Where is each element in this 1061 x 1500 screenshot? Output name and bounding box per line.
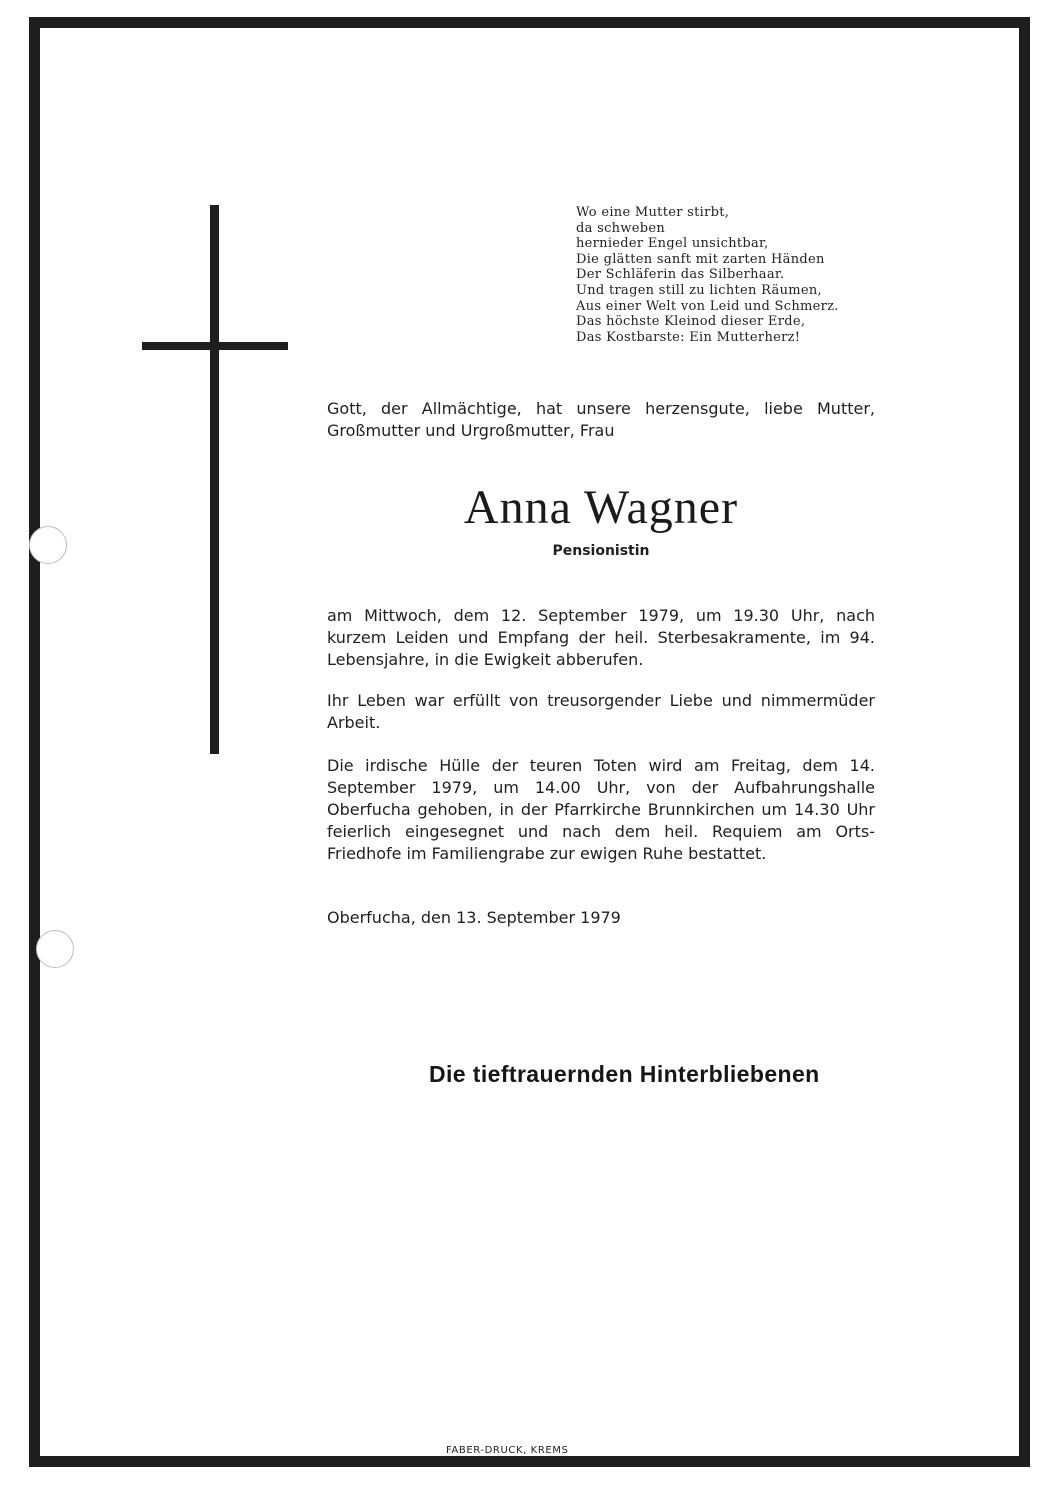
poem-line: hernieder Engel unsichtbar, xyxy=(576,236,769,252)
death-notice-paragraph: am Mittwoch, dem 12. September 1979, um 19.30 Uhr, nach kurzem Leiden und Empfang der heil. Sterbesakramente, im 94. Lebensjahre, in die Ewigkeit abberufen. xyxy=(327,606,875,669)
mourners-signature: Die tieftrauernden Hinterbliebenen xyxy=(429,1061,820,1087)
deceased-name: Anna Wagner xyxy=(463,481,739,534)
cross-icon-horizontal-bar xyxy=(142,342,288,350)
poem-line: Das Kostbarste: Ein Mutterherz! xyxy=(576,329,801,345)
deceased-occupation: Pensionistin xyxy=(552,543,650,559)
poem-line: Aus einer Welt von Leid und Schmerz. xyxy=(576,298,839,314)
punch-hole-bottom xyxy=(36,930,74,968)
poem-line: Das höchste Kleinod dieser Erde, xyxy=(576,314,806,330)
punch-hole-top xyxy=(29,526,67,564)
poem-line: Wo eine Mutter stirbt, xyxy=(576,205,730,220)
poem-line: da schweben xyxy=(576,220,666,236)
printer-imprint: FABER-DRUCK, KREMS xyxy=(446,1445,569,1456)
place-date: Oberfucha, den 13. September 1979 xyxy=(327,908,621,927)
funeral-paragraph: Die irdische Hülle der teuren Toten wird am Freitag, dem 14. September 1979, um 14.00 Uhr, von der Aufbahrungshalle Oberfucha gehoben, in der Pfarrkirche Brunnkirchen um 14.30 Uhr feierlich eingesegnet und nach dem heil. Requiem am Orts-Friedhofe im Familiengrabe zur ewigen Ruhe bestattet. xyxy=(327,756,875,863)
life-paragraph: Ihr Leben war erfüllt von treusorgender Liebe und nimmermüder Arbeit. xyxy=(327,691,875,732)
mourning-border xyxy=(29,17,1030,1467)
poem-line: Und tragen still zu lichten Räumen, xyxy=(576,282,822,298)
memorial-poem xyxy=(576,205,839,345)
poem-line: Die glätten sanft mit zarten Händen xyxy=(576,251,825,267)
intro-paragraph: Gott, der Allmächtige, hat unsere herzensgute, liebe Mutter, Großmutter und Urgroßmutter, Frau xyxy=(327,399,875,440)
cross-icon-vertical-bar xyxy=(210,205,219,754)
poem-line: Der Schläferin das Silberhaar. xyxy=(576,267,785,283)
